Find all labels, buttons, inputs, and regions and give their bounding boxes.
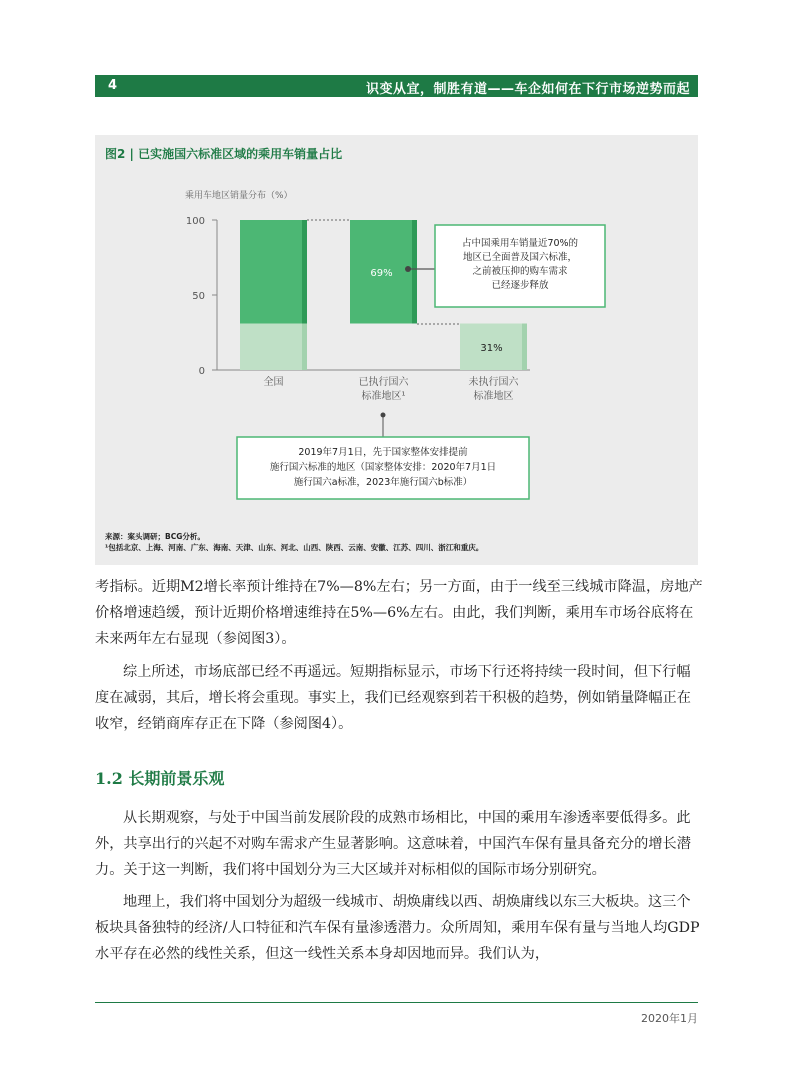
bar-edge-1 xyxy=(302,220,307,324)
figure-title: 图2 | 已实施国六标准区域的乘用车销量占比 xyxy=(105,147,343,161)
x-category-label-line2-3: 标准地区 xyxy=(473,391,514,402)
x-category-label-3: 未执行国六 xyxy=(468,377,519,388)
figure-footnote: ¹包括北京、上海、河南、广东、海南、天津、山东、河北、山西、陕西、云南、安徽、江苏、四川、浙江和重庆。 xyxy=(105,543,484,552)
document-title: 识变从宜，制胜有道——车企如何在下行市场逆势而起 xyxy=(365,82,690,97)
bar-edge-3 xyxy=(412,220,417,324)
callout-pointer-dot xyxy=(405,266,411,272)
paragraph-1: 考指标。近期M2增长率预计维持在7%—8%左右；另一方面，由于一线至三线城市降温，房地产价格增速趋缓，预计近期价格增速维持在5%—6%左右。由此，我们判断，乘用车市场谷底将在未来两年左右显现（参阅图3）。 xyxy=(95,579,703,647)
bar-2 xyxy=(240,324,307,371)
paragraph-2: 综上所述，市场底部已经不再遥远。短期指标显示，市场下行还将持续一段时间，但下行幅度在减弱，其后，增长将会重现。事实上，我们已经观察到若干积极的趋势，例如销量降幅正在收窄，经销商库存正在下降（参阅图4）。 xyxy=(95,664,691,732)
bar-edge-4 xyxy=(522,324,527,371)
bar-value-label-4: 31% xyxy=(480,342,503,354)
x-category-label-2: 已执行国六 xyxy=(358,377,409,388)
bar-value-label-3: 69% xyxy=(370,267,393,279)
bar-edge-2 xyxy=(302,324,307,371)
footer-date: 2020年1月 xyxy=(641,1012,698,1025)
x-category-label-line2-2: 标准地区¹ xyxy=(361,391,406,402)
paragraph-3: 从长期观察，与处于中国当前发展阶段的成熟市场相比，中国的乘用车渗透率要低得多。此外，共享出行的兴起不对购车需求产生显著影响。这意味着，中国汽车保有量具备充分的增长潜力。关于这一判断，我们将中国划分为三大区域并对标相似的国际市场分别研究。 xyxy=(95,810,691,878)
y-tick-label-50: 50 xyxy=(192,291,205,302)
callout-right-line-3: 之前被压抑的购车需求 xyxy=(472,266,568,277)
callout-bottom-line-3: 施行国六a标准，2023年施行国六b标准） xyxy=(293,477,473,488)
callout-bottom-line-2: 施行国六标准的地区（国家整体安排：2020年7月1日 xyxy=(269,462,497,473)
callout-right-line-2: 地区已全面普及国六标准， xyxy=(462,252,578,263)
callout-right-line-4: 已经逐步释放 xyxy=(491,280,549,291)
footer-divider xyxy=(95,1002,698,1003)
section-heading: 1.2 长期前景乐观 xyxy=(95,769,225,788)
page-number: 4 xyxy=(108,78,118,93)
y-tick-label-0: 0 xyxy=(198,366,205,377)
y-axis-label: 乘用车地区销量分布（%） xyxy=(185,191,293,201)
header-bar xyxy=(95,75,698,97)
figure-box xyxy=(95,135,698,565)
x-category-label-1: 全国 xyxy=(263,377,284,388)
bar-chart xyxy=(95,135,698,565)
paragraph-4: 地理上，我们将中国划分为超级一线城市、胡焕庸线以西、胡焕庸线以东三大板块。这三个板块具备独特的经济/人口特征和汽车保有量渗透潜力。众所周知，乘用车保有量与当地人均GDP水平存在必然的线性关系，但这一线性关系本身却因地而异。我们认为， xyxy=(95,894,700,962)
callout-bottom-dot xyxy=(381,413,386,418)
callout-right-line-1: 占中国乘用车销量近70%的 xyxy=(461,238,579,249)
figure-source: 来源：案头调研；BCG分析。 xyxy=(105,532,205,541)
callout-bottom-line-1: 2019年7月1日，先于国家整体安排提前 xyxy=(298,447,468,458)
y-tick-label-100: 100 xyxy=(185,216,205,227)
bar-1 xyxy=(240,220,307,324)
